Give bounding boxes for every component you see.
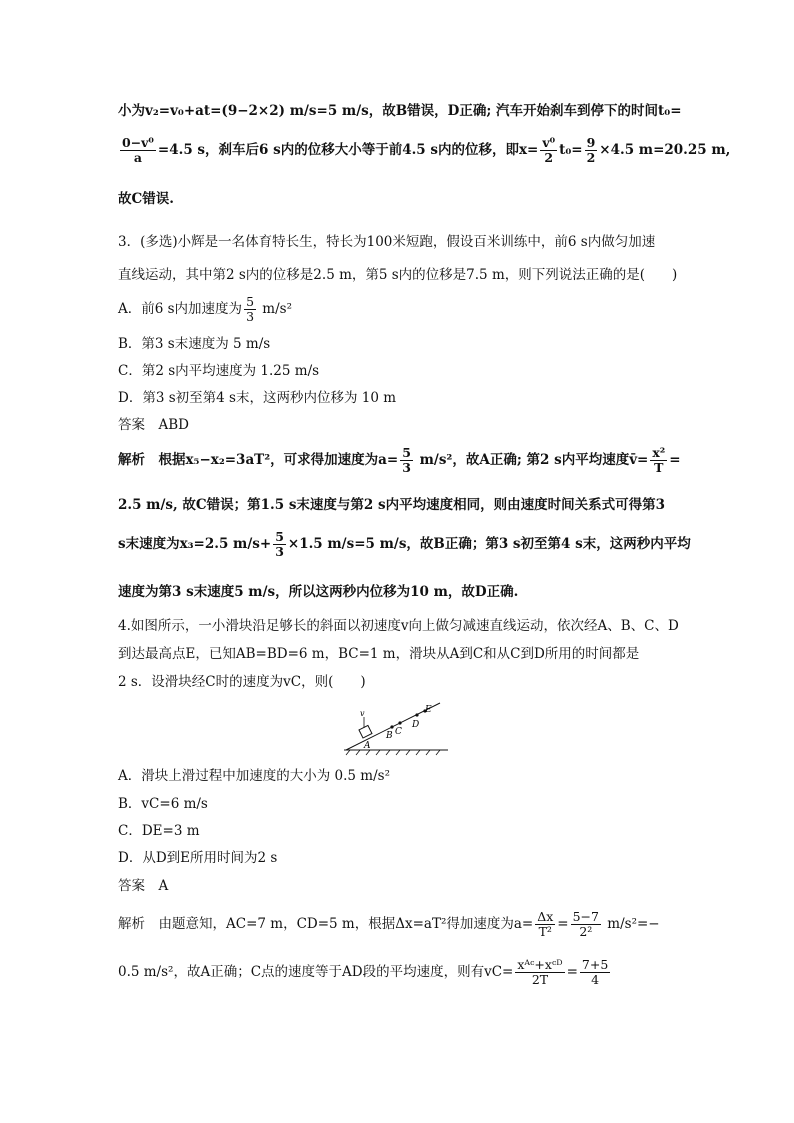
text-line: $\frac{\text{0−v⁰}}{a}$ =4.5 s，刹车后6 s内的位移大小等于前4.5 s内的位移，即x= $\frac{\text{v⁰}}{2}$ t₀= $\frac{9}{2}$ ×4.5 m=20.25 m, <box>122 135 731 165</box>
explanation-line: 2.5 m/s, 故C错误；第1.5 s末速度与第2 s内平均速度相同，则由速度时间关系式可得第3 <box>118 497 666 513</box>
incline-figure <box>336 700 456 756</box>
question-stem: 2 s．设滑块经C时的速度为vC，则( ) <box>118 674 366 690</box>
option-a: A．前6 s内加速度为 $\frac{5}{3}$ m/s² <box>118 294 292 324</box>
option-b: B．第3 s末速度为 5 m/s <box>118 336 271 352</box>
fraction: $\frac{\text{v⁰}}{2}$ <box>542 135 556 165</box>
option-a: A．滑块上滑过程中加速度的大小为 0.5 m/s² <box>118 768 390 784</box>
explanation-line: s末速度为x₃=2.5 m/s+ $\frac{5}{3}$ ×1.5 m/s=5 m/s，故B正确；第3 s初至第4 s末，这两秒内平均 <box>118 529 691 559</box>
option-d: D．第3 s初至第4 s末，这两秒内位移为 10 m <box>118 390 397 406</box>
option-c: C．DE=3 m <box>118 823 200 839</box>
explanation-line: 解析 根据x₅−x₂=3aT²，可求得加速度为a= $\frac{5}{3}$ m/s²，故A正确; 第2 s内平均速度v̄= $\frac{\text{x²}}{T}$ = <box>118 445 681 475</box>
label-a: A <box>364 741 371 751</box>
fraction: $\frac{\text{xᴬᶜ+xᶜᴰ}}{2T}$ <box>517 957 563 987</box>
question-stem: 4.如图所示，一小滑块沿足够长的斜面以初速度v向上做匀减速直线运动，依次经A、B、C、D <box>118 618 679 634</box>
answer: 答案 A <box>118 878 169 894</box>
ground-hatch <box>346 750 440 755</box>
text-line: 小为v₂=v₀+at=(9−2×2) m/s=5 m/s，故B错误，D正确; 汽车开始刹车到停下的时间t₀= <box>118 103 682 119</box>
fraction: $\frac{5-7}{\text{2²}}$ <box>572 909 599 939</box>
option-c: C．第2 s内平均速度为 1.25 m/s <box>118 363 320 379</box>
fraction: $\frac{9}{2}$ <box>586 135 596 165</box>
fraction: $\frac{5}{3}$ <box>275 529 284 559</box>
question-stem: 直线运动，其中第2 s内的位移是2.5 m，第5 s内的位移是7.5 m，则下列说法正确的是( ) <box>118 267 678 283</box>
label-e: E <box>425 705 432 715</box>
answer: 答案 ABD <box>118 417 189 433</box>
option-d: D．从D到E所用时间为2 s <box>118 850 278 866</box>
fraction: $\frac{5}{3}$ <box>402 445 411 475</box>
fraction: $\frac{5}{3}$ <box>246 294 255 324</box>
explanation-line: 速度为第3 s末速度5 m/s，所以这两秒内位移为10 m，故D正确. <box>118 584 519 600</box>
question-stem: 3．(多选)小辉是一名体育特长生，特长为100米短跑，假设百米训练中，前6 s内做匀加速 <box>118 234 656 250</box>
explanation-line: 解析 由题意知，AC=7 m，CD=5 m，根据Δx=aT²得加速度为a= $\frac{\Delta x}{\text{T²}}$ = $\frac{5-7}{\text{2²}}$ m/s²=− <box>118 909 660 939</box>
option-b: B．vC=6 m/s <box>118 796 208 812</box>
text-line: 故C错误. <box>118 191 174 207</box>
point-d <box>415 713 418 716</box>
point-c <box>398 721 401 724</box>
label-b: B <box>386 731 393 741</box>
label-v: v <box>360 709 365 718</box>
slider-block <box>359 725 372 738</box>
explanation-line: 0.5 m/s²，故A正确；C点的速度等于AD段的平均速度，则有vC= $\frac{\text{xᴬᶜ+xᶜᴰ}}{2T}$ = $\frac{7+5}{4}$ <box>118 957 609 987</box>
question-stem: 到达最高点E，已知AB=BD=6 m，BC=1 m，滑块从A到C和从C到D所用的时间都是 <box>118 646 640 662</box>
fraction: $\frac{\Delta x}{\text{T²}}$ <box>537 909 554 939</box>
point-b <box>390 725 393 728</box>
fraction: $\frac{7+5}{4}$ <box>581 957 609 987</box>
fraction: $\frac{\text{x²}}{T}$ <box>652 445 666 475</box>
label-c: C <box>395 727 402 737</box>
label-d: D <box>412 720 420 730</box>
fraction: $\frac{\text{0−v⁰}}{a}$ <box>122 135 154 165</box>
